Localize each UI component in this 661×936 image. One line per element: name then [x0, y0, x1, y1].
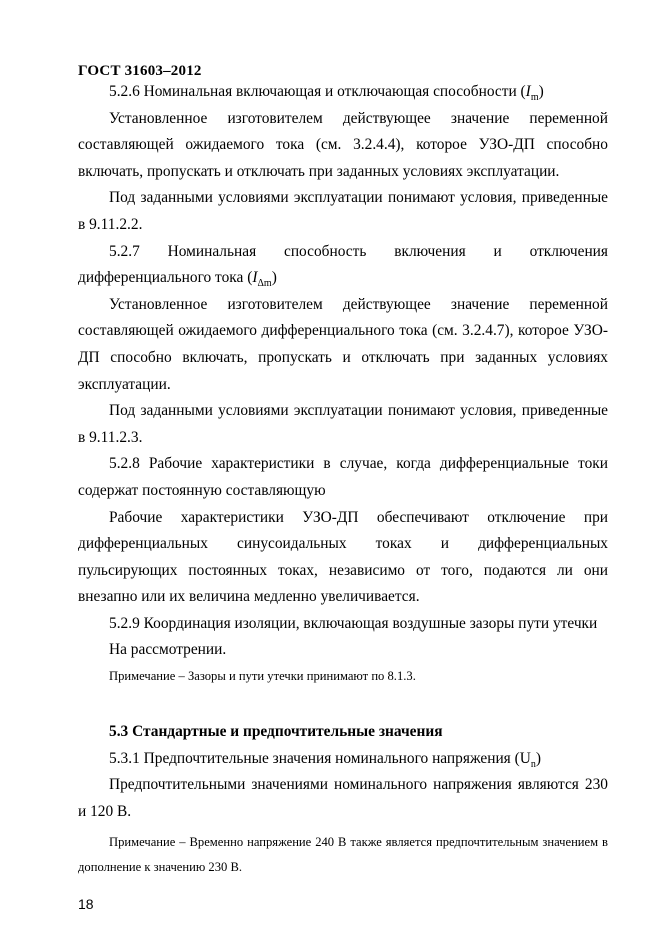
symbol-i: I	[525, 83, 531, 100]
clause-5-2-6-body: Установленное изготовителем действующее значение переменной составляющей ожидаемого тока (см. 3.2.4.4), которое УЗО-ДП способно включать, пропускать и отключать при заданных условиях эксплуатации.	[78, 109, 608, 180]
clause-5-2-8-body: Рабочие характеристики УЗО-ДП обеспечивают отключение при дифференциальных синусоидальных токах и дифференциальных пульсирующих постоянных токах, независимо от того, подаются ли они внезапно или их величина медленно увеличивается.	[78, 508, 608, 606]
page-number: 18	[78, 896, 94, 912]
clause-5-3-1-note: Примечание – Временно напряжение 240 В также является предпочтительным значением в дополнение к значению 230 В.	[78, 835, 608, 875]
symbol-i: I	[252, 269, 258, 287]
symbol-subscript: m	[530, 92, 539, 104]
symbol-subscript: Δm	[257, 278, 272, 290]
closing-paren: )	[271, 269, 277, 287]
clause-5-3-1-title	[78, 746, 608, 773]
clause-5-2-9-body: На рассмотрении.	[109, 641, 227, 659]
clause-5-2-9-title: 5.2.9 Координация изоляции, включающая воздушные зазоры пути утечки	[109, 614, 598, 632]
clause-title-text: 5.2.6 Номинальная включающая и отключающая способности (	[109, 83, 526, 100]
clause-title-text: 5.3.1 Предпочтительные значения номинального напряжения (U	[109, 749, 531, 767]
section-5-3-heading: 5.3 Стандартные и предпочтительные значения	[109, 723, 443, 741]
clause-5-2-6-title	[78, 79, 608, 106]
closing-paren: )	[535, 749, 541, 767]
symbol-subscript: n	[530, 758, 536, 770]
clause-5-3-1-body: Предпочтительными значениями номинального напряжения являются 230 и 120 В.	[78, 776, 608, 820]
clause-5-2-6-conditions: Под заданными условиями эксплуатации понимают условия, приведенные в 9.11.2.2.	[78, 189, 608, 233]
page-content	[78, 79, 608, 880]
clause-5-2-8-title: 5.2.8 Рабочие характеристики в случае, когда дифференциальные токи содержат постоянную составляющую	[78, 455, 608, 499]
clause-5-2-9-note: Примечание – Зазоры и пути утечки принимают по 8.1.3.	[109, 669, 416, 684]
clause-5-2-7-title	[78, 239, 608, 292]
standard-designation: ГОСТ 31603–2012	[78, 63, 202, 79]
clause-5-2-7-conditions: Под заданными условиями эксплуатации понимают условия, приведенные в 9.11.2.3.	[78, 402, 608, 446]
clause-title-text: 5.2.7 Номинальная способность включения и отключения дифференциального тока (	[78, 242, 608, 287]
closing-paren: )	[538, 83, 544, 100]
clause-5-2-7-body: Установленное изготовителем действующее значение переменной составляющей ожидаемого дифференциального тока (см. 3.2.4.7), которое УЗО-ДП способно включать, пропускать и отключать при заданных условиях эксплуатации.	[78, 295, 608, 393]
